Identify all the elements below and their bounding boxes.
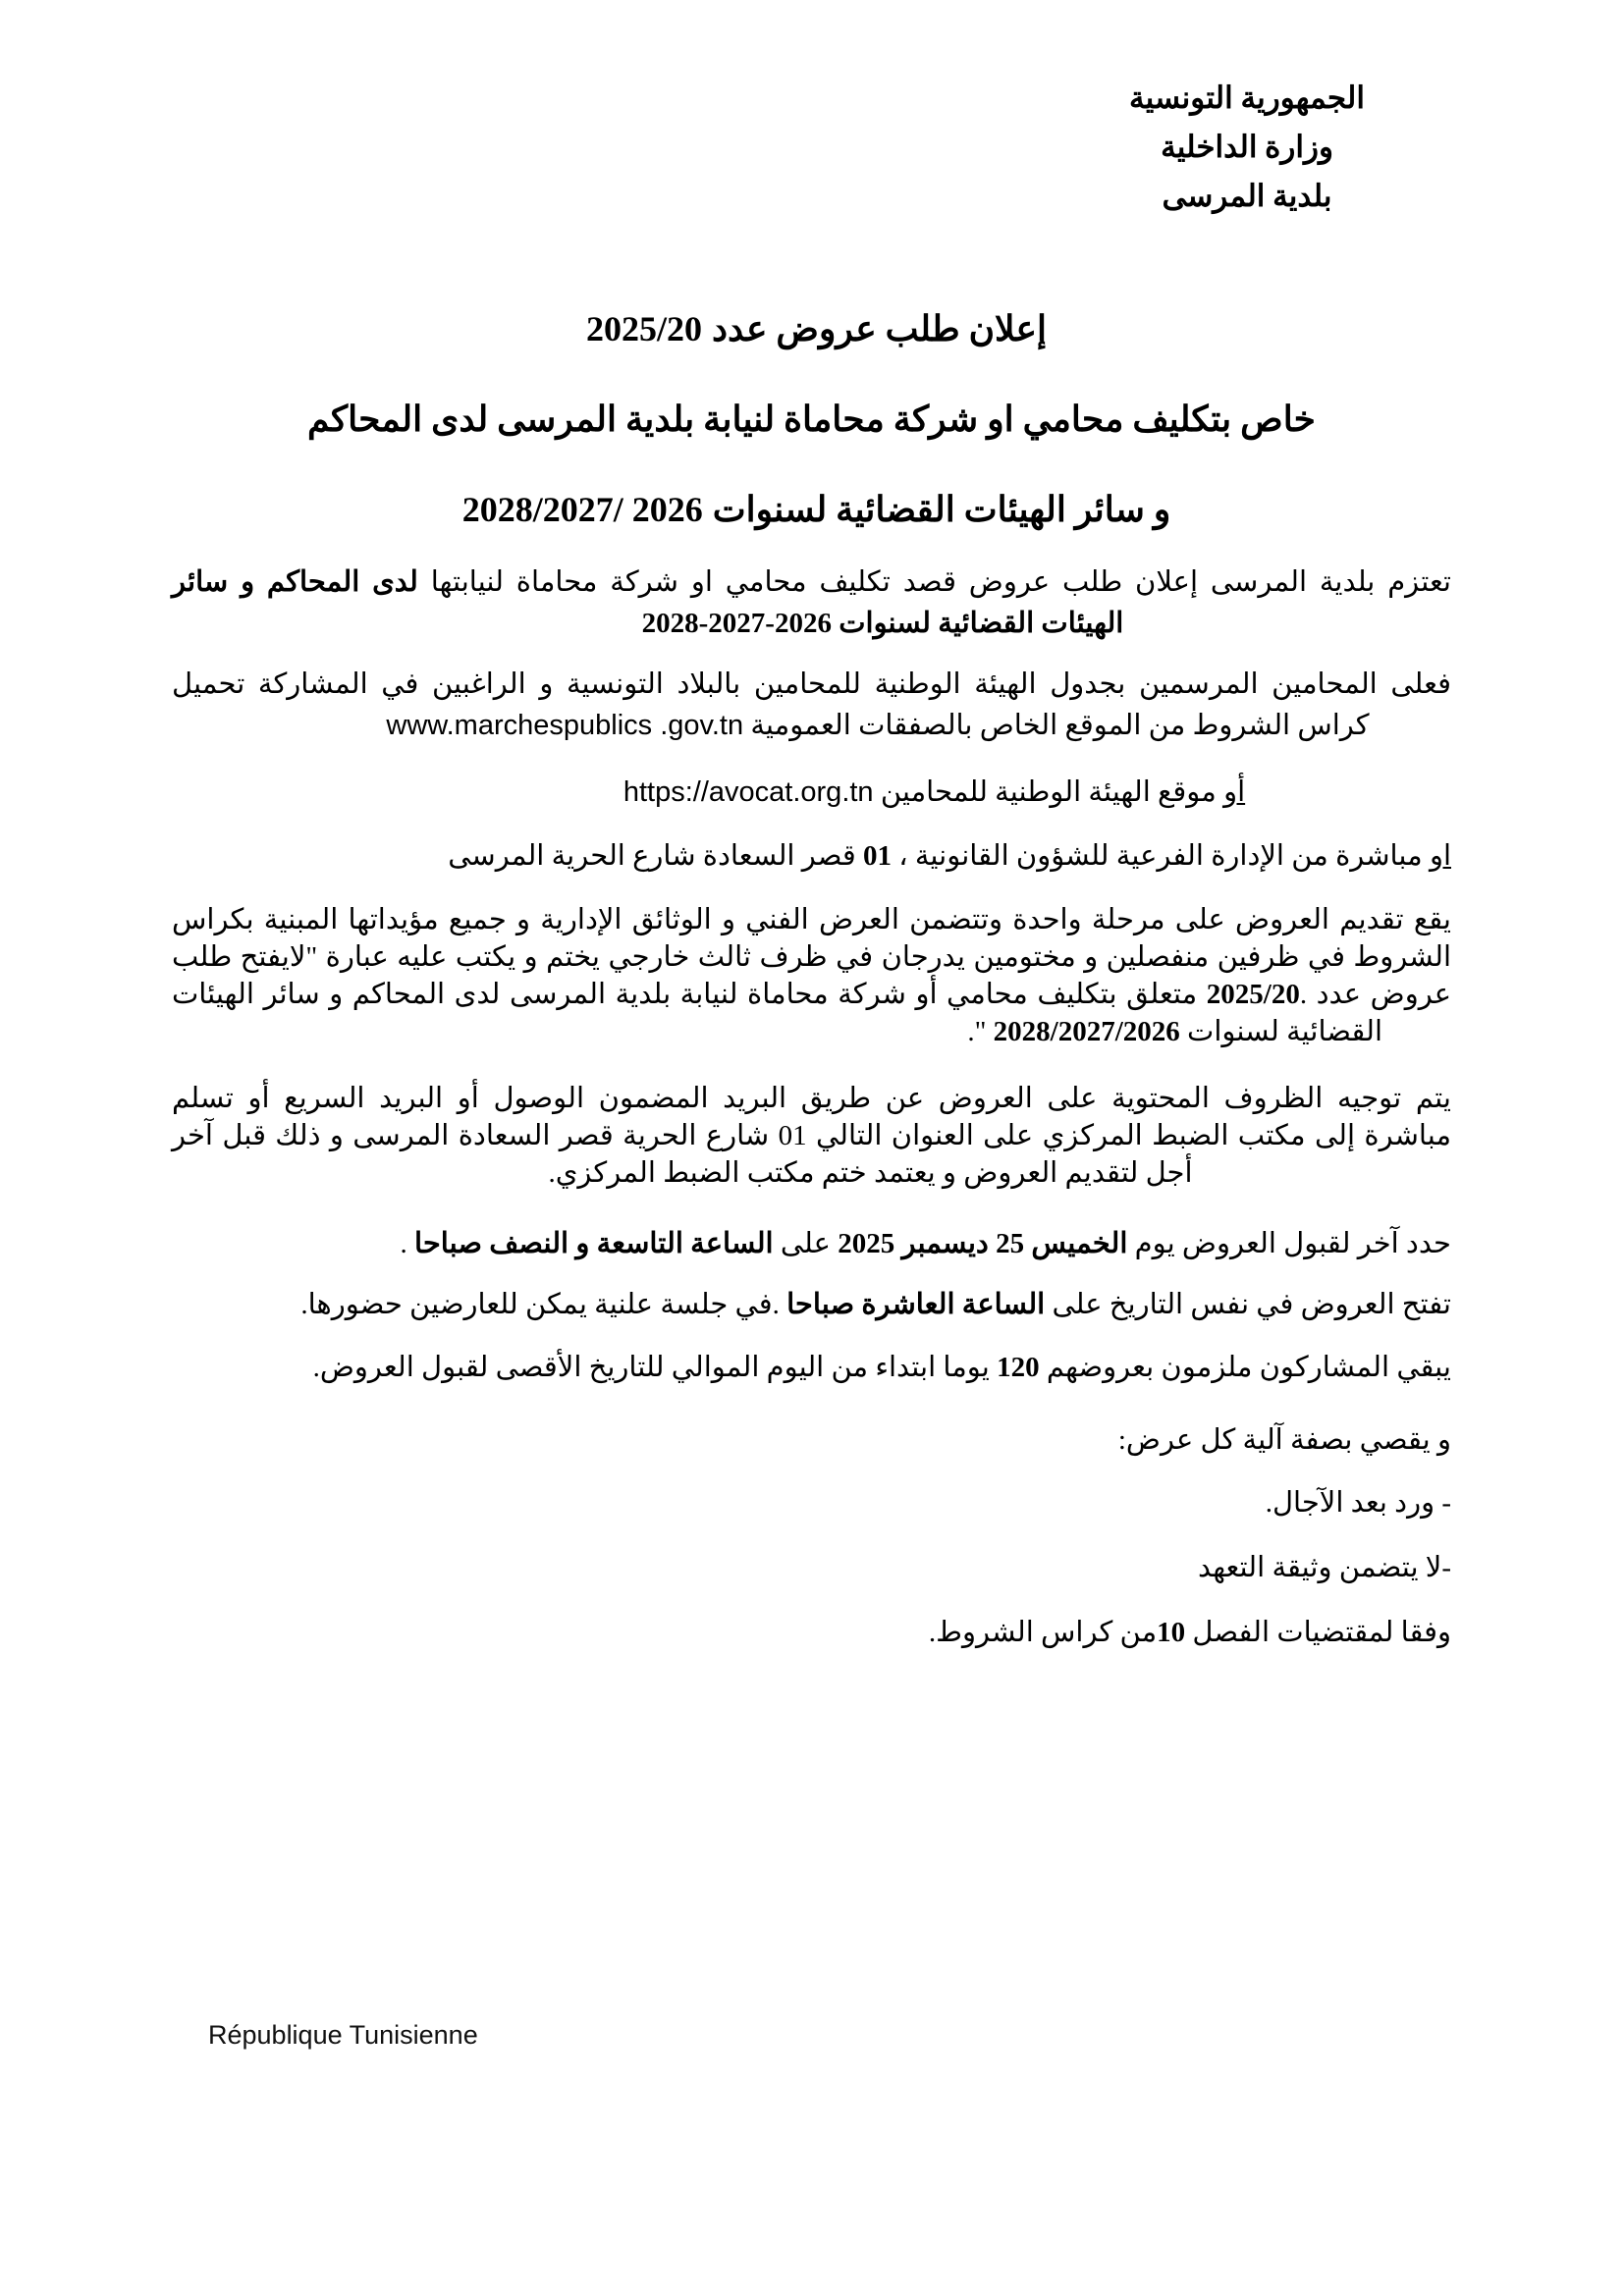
tender-years: 2028/2027/ 2026 (461, 490, 703, 529)
submission-years: 2028/2027/2026 (993, 1016, 1180, 1047)
address-text1: مباشرة من الإدارة الفرعية للشؤون القانونية ، (892, 840, 1430, 872)
letterhead-line-ministry: وزارة الداخلية (1161, 130, 1333, 164)
validity-text1: يبقي المشاركون ملزمون بعروضهم (1039, 1352, 1451, 1383)
intro-bold: لدى المحاكم و سائر (172, 566, 418, 598)
footer-republique: République Tunisienne (208, 2020, 478, 2050)
avocat-url: https://avocat.org.tn (623, 776, 874, 808)
or-word-underlined-2: او (1429, 840, 1451, 872)
submission-text1: عروض عدد . (1299, 979, 1452, 1010)
validity-days: 120 (997, 1352, 1040, 1383)
submission-text2: متعلق بتكليف محامي أو شركة محاماة لنيابة بلدية المرسى لدى المحاكم و سائر الهيئات (172, 979, 1207, 1010)
deadline-date: الخميس 25 ديسمبر 2025 (838, 1228, 1128, 1259)
mail-paragraph-line1: يتم توجيه الظروف المحتوية على العروض عن طريق البريد المضمون الوصول أو البريد السريع أو تسلم (172, 1083, 1451, 1114)
letterhead (1129, 74, 1365, 221)
intro-paragraph-line2 (172, 603, 1451, 644)
avocat-text: موقع الهيئة الوطنية للمحامين (873, 776, 1224, 808)
submission-paragraph-line2: الشروط في ظرفين منفصلين و مختومين يدرجان في ظرف ثالث خارجي يختم و يكتب عليه عبارة "لايفتح طلب (172, 941, 1452, 973)
submission-paragraph-line4 (172, 1011, 1382, 1052)
submission-years-label: القضائية لسنوات (1179, 1016, 1382, 1047)
exclusion-item-1: - ورد بعد الآجال. (1265, 1487, 1451, 1519)
intro-years-label: الهيئات القضائية لسنوات (831, 608, 1124, 639)
mail-text1: مباشرة إلى مكتب الضبط المركزي على العنوان التالي (806, 1120, 1451, 1151)
submission-suffix: ". (967, 1016, 994, 1047)
exclusion-item-2: -لا يتضمن وثيقة التعهد (1197, 1552, 1451, 1583)
opening-text1: تفتح العروض في نفس التاريخ على (1045, 1289, 1451, 1320)
lawyers-paragraph-line2 (172, 705, 1451, 746)
mail-text2: شارع الحرية قصر السعادة المرسى و ذلك قبل آخر (172, 1120, 779, 1151)
deadline-text1: حدد آخر لقبول العروض يوم (1127, 1228, 1451, 1259)
footnote-line (172, 1612, 1451, 1653)
address-text2: قصر السعادة شارع الحرية المرسى (448, 840, 863, 872)
opening-line (172, 1284, 1451, 1325)
exclusion-intro: و يقصي بصفة آلية كل عرض: (1117, 1424, 1451, 1456)
tender-title-line1 (172, 306, 1451, 351)
tender-title-line2: خاص بتكليف محامي او شركة محاماة لنيابة بلدية المرسى لدى المحاكم (307, 400, 1316, 439)
deadline-time: الساعة التاسعة و النصف صباحا (414, 1228, 774, 1259)
validity-line (172, 1347, 1451, 1388)
download-text: كراس الشروط من الموقع الخاص بالصفقات العمومية (750, 710, 1370, 741)
intro-regular: تعتزم بلدية المرسى إعلان طلب عروض قصد تكليف محامي او شركة محاماة لنيابتها (417, 566, 1451, 598)
tender-title-line3 (172, 487, 1451, 532)
submission-paragraph-line1: يقع تقديم العروض على مرحلة واحدة وتتضمن العرض الفني و الوثائق الإدارية و جميع مؤيداتها المبنية بكراس (172, 904, 1451, 935)
footnote-text2: من كراس الشروط. (928, 1617, 1158, 1648)
address-number: 01 (863, 840, 892, 872)
submission-tender-number: 2025/20 (1206, 979, 1300, 1010)
letterhead-line-municipality: بلدية المرسى (1162, 179, 1332, 213)
deadline-text2: على (773, 1228, 839, 1259)
tender-title-text: إعلان طلب عروض عدد (712, 309, 1047, 348)
intro-paragraph-line1 (172, 561, 1451, 603)
or-word-underlined: أو (1223, 776, 1246, 808)
opening-time: الساعة العاشرة صباحا (786, 1289, 1046, 1320)
letterhead-line-republic: الجمهورية التونسية (1129, 80, 1365, 115)
deadline-line (172, 1223, 1451, 1264)
intro-years: 2028-2027-2026 (641, 608, 832, 639)
deadline-text3: . (400, 1228, 415, 1259)
submission-paragraph-line3 (172, 974, 1451, 1015)
lawyers-paragraph-line1: فعلى المحامين المرسمين بجدول الهيئة الوطنية للمحامين بالبلاد التونسية و الراغبين في المشاركة تحميل (172, 668, 1451, 700)
footnote-article-number: 10 (1157, 1617, 1186, 1648)
marchespublics-url: www.marchespublics .gov.tn (386, 710, 744, 741)
tender-number: 2025/20 (586, 309, 703, 348)
opening-text2: .في جلسة علنية يمكن للعارضين حضورها. (300, 1289, 787, 1320)
avocat-line (172, 772, 1451, 813)
footnote-text1: وفقا لمقتضيات الفصل (1185, 1617, 1451, 1648)
mail-street-number: 01 (778, 1120, 807, 1151)
mail-paragraph-line3: أجل لتقديم العروض و يعتمد ختم مكتب الضبط المركزي. (548, 1157, 1193, 1189)
validity-text2: يوما ابتداء من اليوم الموالي للتاريخ الأقصى لقبول العروض. (312, 1352, 998, 1383)
address-line (172, 835, 1451, 877)
mail-paragraph-line2 (172, 1115, 1451, 1156)
tender-title-years-text: و سائر الهيئات القضائية لسنوات (712, 490, 1171, 529)
